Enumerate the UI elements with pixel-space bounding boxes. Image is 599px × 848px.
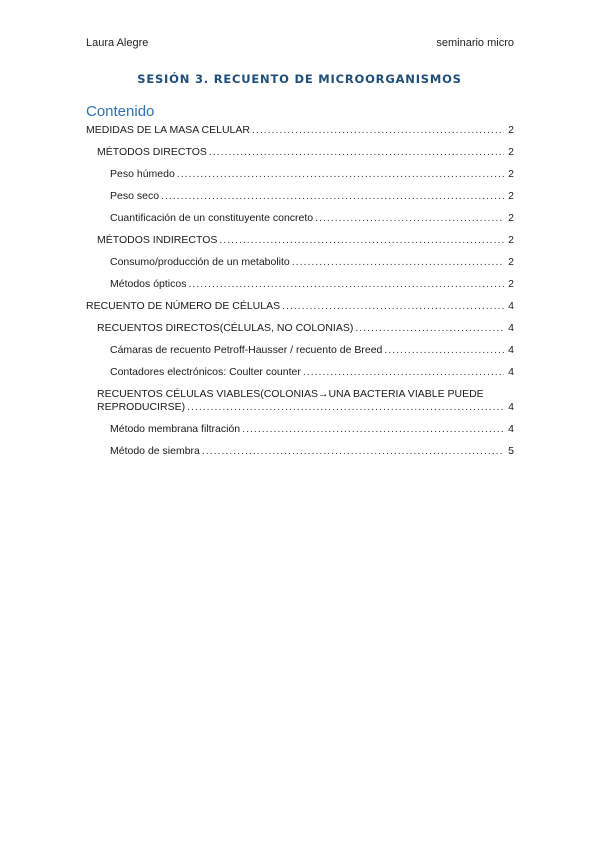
toc-page-number: 4: [508, 322, 514, 334]
toc-leader: [242, 423, 504, 436]
toc-entry-medidas-masa-celular[interactable]: [86, 124, 514, 137]
toc-entry-contadores-electronicos[interactable]: [86, 366, 514, 379]
toc-entry-camaras-recuento[interactable]: [86, 344, 514, 357]
toc-entry-label: Cámaras de recuento Petroff-Hausser / recuento de Breed: [110, 344, 383, 356]
toc-entry-peso-humedo[interactable]: [86, 168, 514, 181]
toc-entry-recuentos-directos[interactable]: [86, 322, 514, 335]
toc-entry-label: MÉTODOS INDIRECTOS: [97, 234, 218, 246]
toc-leader: [187, 401, 504, 414]
toc-entry-metodos-indirectos[interactable]: [86, 234, 514, 247]
toc-entry-label: MÉTODOS DIRECTOS: [97, 146, 207, 158]
toc-entry-label-line1: RECUENTOS CÉLULAS VIABLES(COLONIAS→UNA BACTERIA VIABLE PUEDE: [97, 388, 484, 400]
toc-page-number: 2: [508, 278, 514, 290]
table-of-contents: [86, 124, 514, 467]
toc-leader: [177, 168, 504, 181]
document-title: SESIÓN 3. RECUENTO DE MICROORGANISMOS: [137, 72, 462, 86]
toc-leader: [202, 445, 504, 458]
header-course: seminario micro: [436, 37, 514, 49]
toc-heading: Contenido: [86, 103, 155, 120]
toc-page-number: 4: [508, 300, 514, 312]
toc-leader: [303, 366, 504, 379]
toc-page-number: 2: [508, 168, 514, 180]
toc-page-number: 2: [508, 124, 514, 136]
toc-leader: [252, 124, 504, 137]
toc-entry-label: Consumo/producción de un metabolito: [110, 256, 290, 268]
toc-leader: [209, 146, 504, 159]
toc-entry-label: Peso seco: [110, 190, 160, 202]
toc-entry-recuentos-celulas-viables[interactable]: [86, 388, 514, 414]
toc-entry-peso-seco[interactable]: [86, 190, 514, 203]
toc-entry-label: Método membrana filtración: [110, 423, 241, 435]
toc-page-number: 2: [508, 212, 514, 224]
toc-leader: [355, 322, 504, 335]
toc-entry-label: RECUENTOS DIRECTOS(CÉLULAS, NO COLONIAS): [97, 322, 354, 334]
toc-page-number: 2: [508, 234, 514, 246]
toc-page-number: 5: [508, 445, 514, 457]
toc-page-number: 4: [508, 366, 514, 378]
toc-leader: [282, 300, 504, 313]
toc-leader: [161, 190, 504, 203]
toc-entry-metodos-opticos[interactable]: [86, 278, 514, 291]
toc-entry-label: Cuantificación de un constituyente concreto: [110, 212, 314, 224]
toc-entry-line2: [97, 401, 514, 414]
toc-entry-label: Contadores electrónicos: Coulter counter: [110, 366, 301, 378]
toc-page-number: 2: [508, 256, 514, 268]
toc-entry-membrana-filtracion[interactable]: [86, 423, 514, 436]
toc-leader: [384, 344, 504, 357]
toc-entry-label: RECUENTO DE NÚMERO DE CÉLULAS: [86, 300, 281, 312]
toc-entry-label-line2: REPRODUCIRSE): [97, 401, 186, 413]
toc-page-number: 4: [508, 344, 514, 356]
toc-entry-consumo-metabolito[interactable]: [86, 256, 514, 269]
toc-entry-label: MEDIDAS DE LA MASA CELULAR: [86, 124, 250, 136]
toc-entry-recuento-numero-celulas[interactable]: [86, 300, 514, 313]
toc-entry-cuantificacion-constituyente[interactable]: [86, 212, 514, 225]
toc-leader: [219, 234, 504, 247]
toc-leader: [315, 212, 504, 225]
toc-entry-label: Peso húmedo: [110, 168, 175, 180]
toc-page-number: 2: [508, 146, 514, 158]
toc-page-number: 2: [508, 190, 514, 202]
toc-leader: [292, 256, 504, 269]
toc-entry-metodo-siembra[interactable]: [86, 445, 514, 458]
toc-entry-label: Método de siembra: [110, 445, 200, 457]
toc-page-number: 4: [508, 401, 514, 413]
toc-entry-label: Métodos ópticos: [110, 278, 187, 290]
header-author: Laura Alegre: [86, 37, 149, 49]
toc-page-number: 4: [508, 423, 514, 435]
toc-leader: [188, 278, 504, 291]
toc-entry-metodos-directos[interactable]: [86, 146, 514, 159]
